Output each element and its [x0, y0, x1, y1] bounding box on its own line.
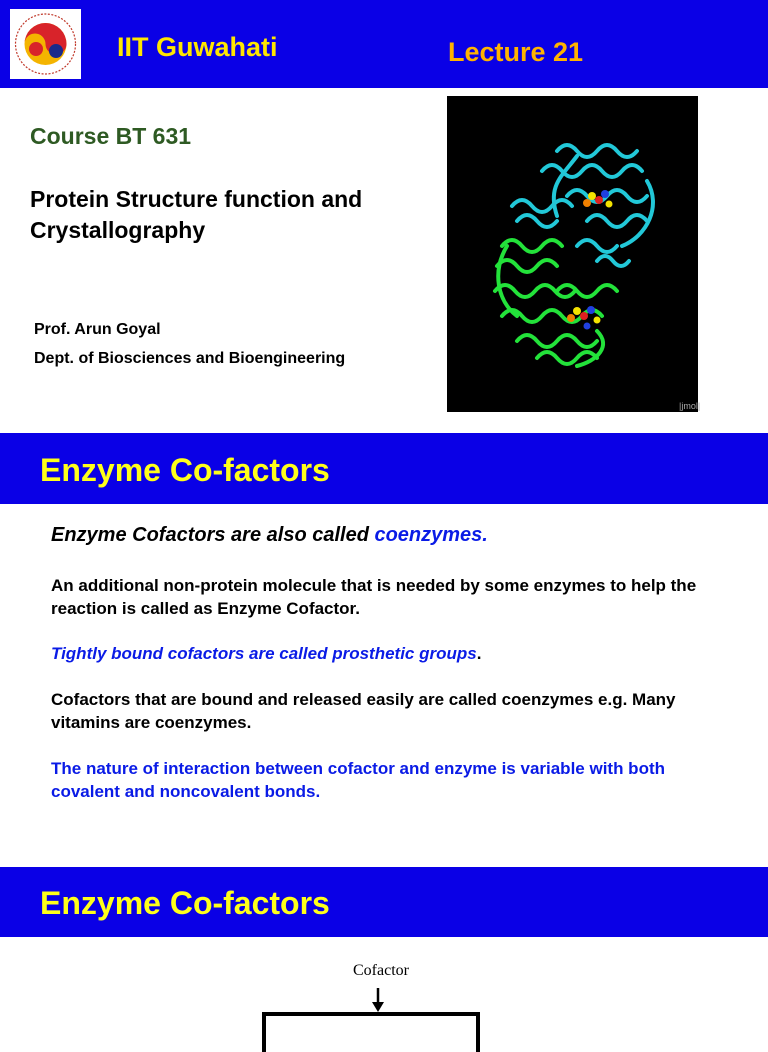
course-name: Protein Structure function and Crystallography — [30, 186, 363, 243]
institute-name: IIT Guwahati — [117, 32, 278, 62]
iit-guwahati-logo — [10, 9, 81, 79]
course-code: Course BT 631 — [30, 123, 192, 149]
intro-line — [51, 524, 488, 547]
paragraph-interaction: The nature of interaction between cofactor and enzyme is variable with both covalent and noncovalent bonds. — [51, 759, 666, 801]
lecture-number: Lecture 21 — [448, 37, 584, 67]
intro-text: Enzyme Cofactors are also called — [51, 524, 375, 546]
department-name: Dept. of Biosciences and Bioengineering — [34, 350, 346, 367]
paragraph-definition: An additional non-protein molecule that is needed by some enzymes to help the reaction is called as Enzyme Cofactor. — [51, 576, 697, 618]
title-header-bar — [0, 0, 768, 88]
protein-structure-image — [447, 96, 701, 412]
prosthetic-text: Tightly bound cofactors are called prosthetic groups — [51, 644, 477, 663]
prosthetic-period: . — [476, 644, 482, 663]
diagram-enzyme-box — [262, 1012, 480, 1052]
image-watermark: |jmol| — [679, 401, 701, 411]
paragraph-prosthetic-groups — [51, 643, 731, 666]
intro-highlight: coenzymes. — [374, 524, 488, 546]
slide-title: Enzyme Co-factors — [40, 885, 330, 921]
slide-title: Enzyme Co-factors — [40, 452, 330, 488]
diagram-cofactor-label: Cofactor — [353, 962, 409, 979]
professor-name: Prof. Arun Goyal — [34, 321, 161, 338]
paragraph-coenzymes: Cofactors that are bound and released easily are called coenzymes e.g. Many vitamins are coenzymes. — [51, 690, 676, 732]
